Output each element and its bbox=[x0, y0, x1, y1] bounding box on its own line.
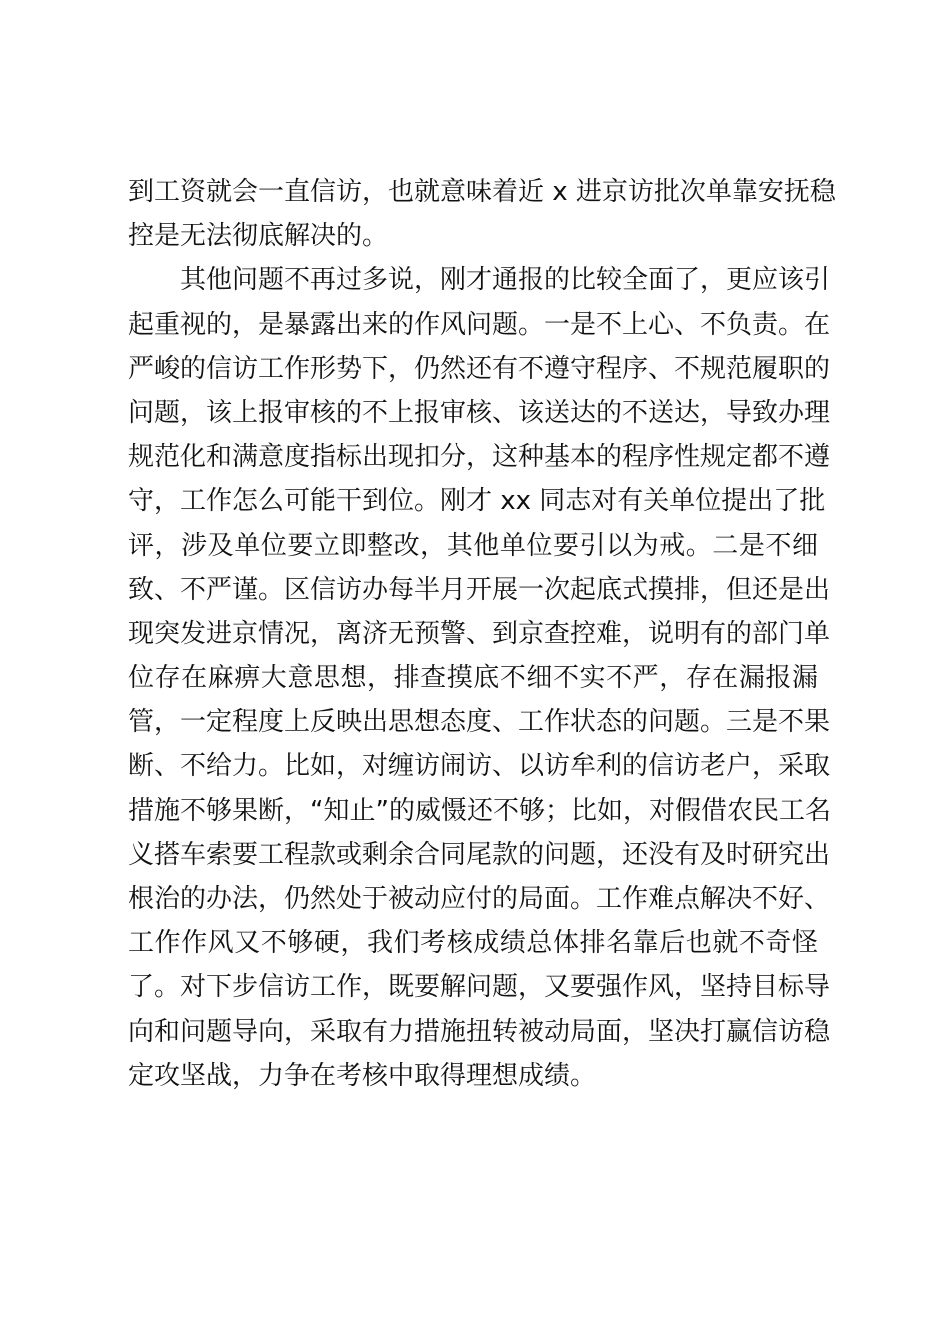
text-line: 问题，该上报审核的不上报审核、该送达的不送达，导致办理 bbox=[128, 397, 831, 428]
text-line: 义搭车索要工程款或剩余合同尾款的问题，还没有及时研究出 bbox=[128, 839, 831, 870]
text-line: 工作作风又不够硬，我们考核成绩总体排名靠后也就不奇怪 bbox=[128, 928, 818, 959]
text-line: 定攻坚战，力争在考核中取得理想成绩。 bbox=[128, 1060, 597, 1091]
body-text bbox=[128, 170, 836, 1098]
text-line: 现突发进京情况，离济无预警、到京查控难，说明有的部门单 bbox=[128, 618, 831, 649]
text-line: 守，工作怎么可能干到位。刚才 xx 同志对有关单位提出了批 bbox=[128, 486, 826, 517]
text-line: 向和问题导向，采取有力措施扭转被动局面，坚决打赢信访稳 bbox=[128, 1016, 831, 1047]
text-line: 致、不严谨。区信访办每半月开展一次起底式摸排，但还是出 bbox=[128, 574, 831, 605]
text-line: 管，一定程度上反映出思想态度、工作状态的问题。三是不果 bbox=[128, 707, 831, 738]
text-line: 断、不给力。比如，对缠访闹访、以访牟利的信访老户，采取 bbox=[128, 751, 831, 782]
text-line: 规范化和满意度指标出现扣分，这种基本的程序性规定都不遵 bbox=[128, 442, 831, 473]
text-line: 到工资就会一直信访，也就意味着近 x 进京访批次单靠安抚稳 bbox=[128, 177, 836, 207]
text-line: 位存在麻痹大意思想，排查摸底不细不实不严，存在漏报漏 bbox=[128, 663, 818, 694]
text-line: 措施不够果断，“知止”的威慑还不够；比如，对假借农民工名 bbox=[128, 795, 831, 826]
paragraph-first-line: 其他问题不再过多说，刚才通报的比较全面了，更应该引 bbox=[180, 265, 831, 296]
text-line: 严峻的信访工作形势下，仍然还有不遵守程序、不规范履职的 bbox=[128, 353, 831, 384]
text-line: 了。对下步信访工作，既要解问题，又要强作风，坚持目标导 bbox=[128, 972, 831, 1003]
text-line: 根治的办法，仍然处于被动应付的局面。工作难点解决不好、 bbox=[128, 884, 831, 914]
text-line: 评，涉及单位要立即整改，其他单位要引以为戒。二是不细 bbox=[128, 530, 818, 561]
text-line: 控是无法彻底解决的。 bbox=[128, 221, 389, 252]
text-line: 起重视的，是暴露出来的作风问题。一是不上心、不负责。在 bbox=[128, 309, 831, 340]
